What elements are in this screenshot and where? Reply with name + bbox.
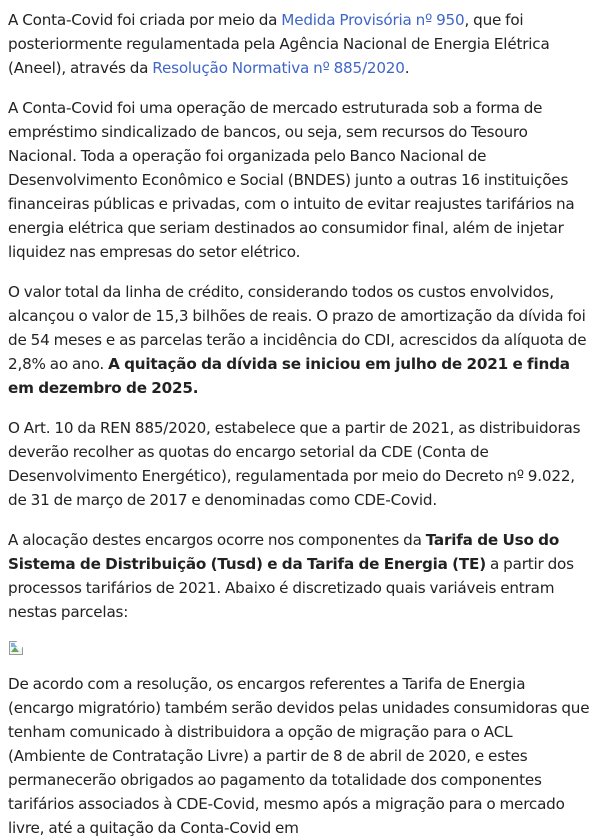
paragraph-text: O Art. 10 da REN 885/2020, estabelece que a partir de 2021, as distribuidoras deverão recolher as quotas do encargo setorial da CDE (Conta de Desenvolvimento Energético), regulamentada por meio do Decreto nº 9.022, de 31 de março de 2017 e denominadas como CDE-Covid. (8, 419, 581, 509)
paragraph-bold-text: Tarifa de Uso do Sistema de Distribuição (Tusd) e da Tarifa de Energia (TE) (8, 531, 560, 573)
paragraph-bold-text: A quitação da dívida se iniciou em julho de 2021 e finda em dezembro de 2025. (8, 355, 570, 397)
paragraph-text: De acordo com a resolução, os encargos referentes a Tarifa de Energia (encargo migratório) também serão devidos pelas unidades consumidoras que tenham comunicado à distribuidora a opção de migração para o ACL (Ambiente de Contratação Livre) a partir de 8 de abril de 2020, e estes permanecerão obrigados ao pagamento da totalidade dos componentes tarifários associados à CDE-Covid, mesmo após a migração para o mercado livre, até a quitação da Conta-Covid em (8, 675, 590, 837)
paragraph-text: O valor total da linha de crédito, considerando todos os custos envolvidos, alcançou o valor de 15,3 bilhões de reais. O prazo de amortização da dívida foi de 54 meses e as parcelas terão a incidência do CDI, acrescidos da alíquota de 2,8% ao ano. (8, 283, 587, 373)
paragraph-mp-950 (8, 8, 592, 80)
paragraph-valor-total (8, 280, 592, 400)
paragraph-text: , que foi posteriormente regulamentada pela Agência Nacional de Energia Elétrica (Aneel), através da (8, 11, 550, 77)
link-resolucao-normativa-885[interactable]: Resolução Normativa nº 885/2020 (152, 59, 405, 77)
paragraph-text: . (404, 59, 410, 77)
paragraph-alocacao-encargos (8, 528, 592, 624)
paragraph-art-10 (8, 416, 592, 512)
paragraph-resolucao-encargos (8, 672, 592, 840)
paragraph-text: A Conta-Covid foi criada por meio da (8, 11, 282, 29)
broken-image-icon (8, 640, 24, 656)
link-medida-provisoria-950[interactable]: Medida Provisória nº 950 (281, 11, 465, 29)
paragraph-operacao-mercado (8, 96, 592, 264)
paragraph-text: A Conta-Covid foi uma operação de mercado estruturada sob a forma de empréstimo sindicalizado de bancos, ou seja, sem recursos do Tesouro Nacional. Toda a operação foi organizada pelo Banco Nacional de Desenvolvimento Econômico e Social (BNDES) junto a outras 16 instituições financeiras públicas e privadas, com o intuito de evitar reajustes tarifários na energia elétrica que seriam destinados ao consumidor final, além de injetar liquidez nas empresas do setor elétrico. (8, 99, 575, 261)
paragraph-text: A alocação destes encargos ocorre nos componentes da (8, 531, 426, 549)
paragraph-text: a partir dos processos tarifários de 2021. Abaixo é discretizado quais variáveis entram nestas parcelas: (8, 555, 574, 621)
